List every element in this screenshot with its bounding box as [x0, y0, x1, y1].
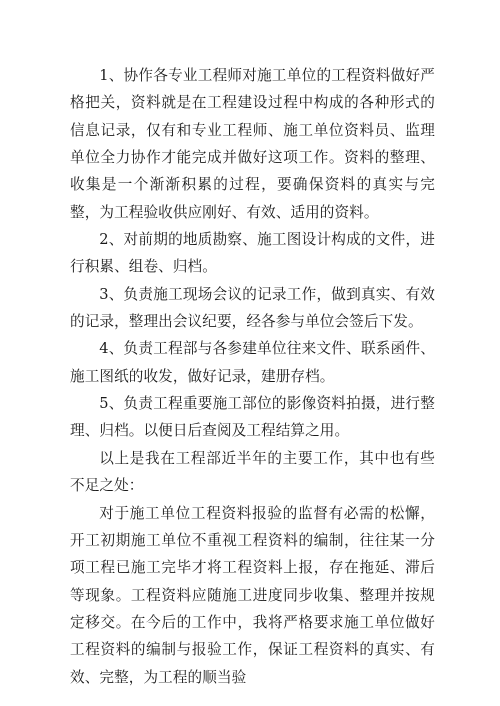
paragraph-4: 4、负责工程部与各参建单位往来文件、联系函件、施工图纸的收发，做好记录，建册存档。 — [70, 340, 435, 385]
document-body — [70, 62, 435, 691]
paragraph-5: 5、负责工程重要施工部位的影像资料拍摄，进行整理、归档。以便日后查阅及工程结算之用。 — [70, 395, 435, 440]
paragraph-2: 2、对前期的地质勘察、施工图设计构成的文件，进行积累、组卷、归档。 — [70, 231, 435, 276]
paragraph-7: 对于施工单位工程资料报验的监督有必需的松懈，开工初期施工单位不重视工程资料的编制，往往某一分项工程已施工完毕才将工程资料上报，存在拖延、滞后等现象。工程资料应随施工进度同步收集、整理并按规定移交。在今后的工作中，我将严格要求施工单位做好工程资料的编制与报验工作，保证工程资料的真实、有效、完整，为工程的顺当验 — [70, 504, 435, 686]
paragraph-6: 以上是我在工程部近半年的主要工作，其中也有些不足之处： — [70, 449, 435, 495]
paragraph-1: 1、协作各专业工程师对施工单位的工程资料做好严格把关，资料就是在工程建设过程中构成的各种形式的信息记录，仅有和专业工程师、施工单位资料员、监理单位全力协作才能完成并做好这项工作。资料的整理、收集是一个渐渐积累的过程，要确保资料的真实与完整，为工程验收供应刚好、有效、适用的资料。 — [70, 67, 435, 221]
paragraph-3: 3、负责施工现场会议的记录工作，做到真实、有效的记录，整理出会议纪要，经各参与单位会签后下发。 — [70, 285, 435, 331]
